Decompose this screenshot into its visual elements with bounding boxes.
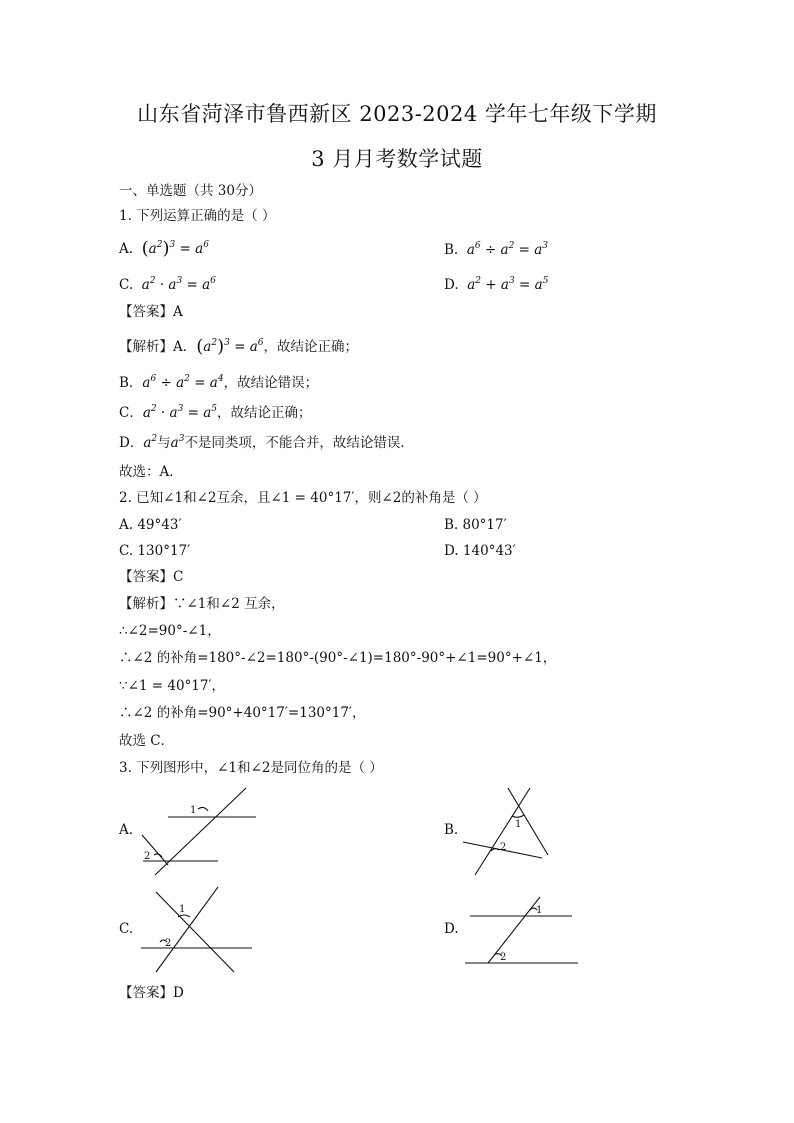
q1-stem: 1. 下列运算正确的是（ ）	[119, 208, 276, 224]
q1-answer: 【答案】A	[119, 304, 183, 320]
q1-analysis-c-expr: $a^2 \cdot a^3 = a^5$	[142, 404, 217, 421]
q1-analysis-b	[119, 374, 318, 392]
q3-answer: 【答案】D	[119, 985, 184, 1001]
fig-b-angle1-num: 1	[515, 819, 522, 830]
q1-conclusion: 故选：A．	[119, 464, 183, 480]
q2-analysis-2: ∴∠2=90°-∠1，	[119, 623, 221, 639]
q1-analysis-d-head: D．	[119, 435, 144, 451]
fig-a-angle1-arc	[198, 807, 208, 811]
doc-title-line2: 3 月月考数学试题	[311, 147, 483, 171]
q1-option-b-label: B.	[444, 242, 459, 258]
q1-analysis-a-expr: $(a^2)^3 = a^6$	[196, 336, 264, 357]
q1-option-a-expr: $(a^2)^3 = a^6$	[141, 238, 209, 259]
q2-answer: 【答案】C	[119, 569, 184, 585]
q1-analysis-d-mid: 与	[157, 435, 171, 451]
fig-c-angle1-num: 1	[179, 904, 186, 915]
q2-option-b: B. 80°17′	[444, 517, 507, 533]
q1-option-d-label: D.	[444, 277, 459, 293]
fig-b-angle2-arc	[491, 849, 499, 851]
q2-option-a: A. 49°43′	[119, 517, 182, 533]
q1-analysis-d	[119, 434, 414, 452]
q1-analysis-c-tail: ，故结论正确；	[217, 405, 312, 421]
q1-option-a	[119, 240, 209, 258]
q1-option-b	[444, 241, 548, 259]
q3-fig-d-label: D.	[444, 921, 459, 937]
q1-option-c	[119, 276, 216, 294]
fig-a-angle1-num: 1	[190, 805, 197, 816]
q1-option-d	[444, 276, 548, 294]
fig-d-angle1-num: 1	[536, 905, 543, 916]
q1-analysis-b-expr: $a^6 \div a^2 = a^4$	[142, 374, 224, 391]
fig-c-line1	[156, 887, 218, 972]
q3-fig-a-label: A.	[119, 822, 134, 838]
q1-analysis-a-tail: ，故结论正确；	[263, 339, 359, 355]
q2-conclusion: 故选 C．	[119, 733, 175, 749]
q1-option-c-expr: $a^2 \cdot a^3 = a^6$	[141, 276, 216, 293]
fig-d-transversal	[488, 897, 543, 963]
fig-c-angle2-num: 2	[165, 938, 172, 949]
q2-stem: 2. 已知∠1和∠2互余，且∠1 = 40°17′，则∠2的补角是（ ）	[119, 490, 487, 506]
q2-analysis-4: ∵∠1 = 40°17′，	[119, 678, 226, 694]
q1-option-c-label: C.	[119, 277, 134, 293]
q3-stem: 3. 下列图形中，∠1和∠2是同位角的是（ ）	[119, 760, 383, 776]
q2-option-c: C. 130°17′	[119, 543, 191, 559]
fig-b-line2	[508, 788, 548, 855]
q1-analysis-b-tail: ，故结论错误；	[223, 375, 319, 391]
q3-figure-c	[138, 882, 256, 977]
fig-b-angle1-arc	[512, 815, 524, 817]
q1-analysis-d-expr1: $a^2$	[143, 434, 158, 451]
q2-option-d: D. 140°43′	[444, 543, 516, 559]
fig-a-angle2-num: 2	[144, 851, 151, 862]
q1-option-a-label: A.	[119, 241, 134, 257]
fig-a-transversal	[155, 788, 246, 875]
doc-title-line1: 山东省菏泽市鲁西新区 2023-2024 学年七年级下学期	[137, 102, 657, 126]
q1-option-d-expr: $a^2 + a^3 = a^5$	[467, 276, 549, 293]
q2-analysis-5: ∴∠2 的补角=90°+40°17′=130°17′，	[119, 705, 366, 721]
q3-fig-c-label: C.	[119, 921, 134, 937]
section-heading: 一、单选题（共 30分）	[119, 183, 262, 199]
q3-fig-b-label: B.	[444, 822, 459, 838]
q1-analysis-label: 【解析】A．	[119, 339, 197, 355]
q1-analysis-c-head: C．	[119, 405, 143, 421]
q3-figure-b	[460, 785, 560, 880]
q2-analysis-1: 【解析】∵∠1和∠2 互余，	[119, 596, 285, 612]
q1-option-b-expr: $a^6 \div a^2 = a^3$	[466, 241, 548, 258]
q3-figure-d	[462, 892, 582, 972]
fig-d-angle2-num: 2	[500, 952, 507, 963]
q3-figure-a	[138, 785, 263, 880]
q2-analysis-3: ∴∠2 的补角=180°-∠2=180°-(90°-∠1)=180°-90°+∠1=90°+∠1，	[119, 650, 557, 666]
q1-analysis-d-expr2: $a^3$	[170, 434, 185, 451]
fig-b-angle2-num: 2	[500, 842, 507, 853]
fig-c-line2	[156, 892, 234, 972]
q1-analysis-c	[119, 404, 312, 422]
fig-b-line1	[475, 788, 530, 875]
q1-analysis-b-head: B．	[119, 375, 143, 391]
q1-analysis-a	[119, 338, 358, 356]
q1-analysis-d-tail: 不是同类项，不能合并，故结论错误．	[184, 435, 414, 451]
